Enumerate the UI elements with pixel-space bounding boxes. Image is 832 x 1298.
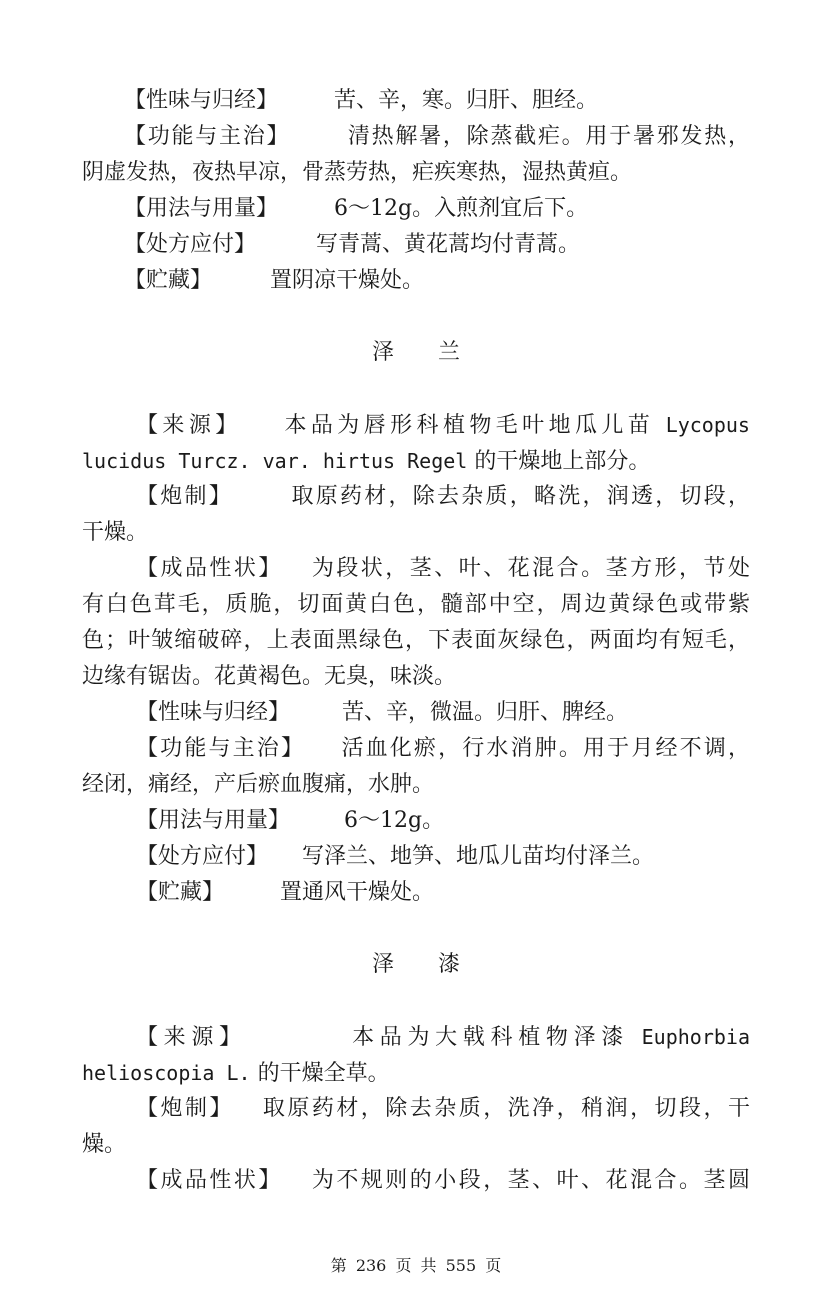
property-row	[124, 194, 750, 224]
field-label: 【炮制】	[136, 1096, 234, 1121]
property-continuation: 燥。	[82, 1132, 127, 1157]
field-text: 取原药材，除去杂质，略洗，润透，切段，	[291, 484, 750, 509]
field-label: 【功能与主治】	[124, 124, 291, 149]
property-continuation: lucidus Turcz. var. hirtus Regel 的干燥地上部分。	[82, 449, 651, 474]
field-text-latin: Euphorbia	[641, 1025, 750, 1049]
property-row	[136, 734, 750, 764]
property-row	[136, 1166, 750, 1196]
field-label: 【处方应付】	[124, 232, 257, 257]
property-row	[136, 806, 750, 836]
field-text: 活血化瘀，行水消肿。用于月经不调，	[341, 736, 750, 761]
page-number: 第 236 页 共 555 页	[330, 1256, 502, 1275]
property-continuation: 干燥。	[82, 520, 149, 545]
field-label: 【成品性状】	[136, 1168, 283, 1193]
property-row	[124, 122, 750, 152]
field-text: 苦、辛，寒。归肝、胆经。	[334, 88, 599, 113]
property-continuation: helioscopia L. 的干燥全草。	[82, 1061, 390, 1086]
field-label: 【用法与用量】	[136, 808, 291, 833]
field-text: 苦、辛，微温。归肝、脾经。	[342, 700, 629, 725]
field-label: 【贮藏】	[124, 268, 213, 293]
field-label: 【来源】	[136, 1025, 247, 1050]
property-row	[136, 410, 750, 441]
property-row	[136, 482, 750, 512]
field-text: 清热解暑，除蒸截疟。用于暑邪发热，	[347, 124, 750, 149]
property-row	[136, 1022, 750, 1053]
field-text: 为段状，茎、叶、花混合。茎方形，节处	[311, 556, 750, 581]
property-row	[136, 554, 750, 584]
entry-title: 泽 漆	[371, 952, 461, 977]
field-text-latin: Lycopus	[665, 413, 750, 437]
field-label: 【成品性状】	[136, 556, 283, 581]
property-continuation: 阴虚发热，夜热早凉，骨蒸劳热，疟疾寒热，湿热黄疸。	[82, 160, 633, 185]
property-continuation: 经闭，痛经，产后瘀血腹痛，水肿。	[82, 772, 435, 797]
property-row	[136, 842, 750, 872]
field-label: 【用法与用量】	[124, 196, 279, 221]
field-label: 【功能与主治】	[136, 736, 306, 761]
field-text: 本品为大戟科植物泽漆	[352, 1025, 629, 1050]
property-row	[124, 266, 750, 296]
field-label: 【性味与归经】	[124, 88, 279, 113]
field-label: 【来源】	[136, 413, 242, 438]
property-row	[124, 230, 750, 260]
field-text: 写青蒿、黄花蒿均付青蒿。	[316, 232, 581, 257]
field-text: 为不规则的小段，茎、叶、花混合。茎圆	[311, 1168, 750, 1193]
field-label: 【性味与归经】	[136, 700, 291, 725]
property-row	[136, 878, 750, 908]
field-text: 6～12g。	[344, 808, 445, 833]
field-text: 本品为唇形科植物毛叶地瓜儿苗	[284, 413, 655, 438]
property-row	[136, 1094, 750, 1124]
property-continuation: 有白色茸毛，质脆，切面黄白色，髓部中空，周边黄绿色或带紫	[82, 592, 750, 617]
field-text: 取原药材，除去杂质，洗净，稍润，切段，干	[262, 1096, 750, 1121]
entry-title: 泽 兰	[371, 340, 461, 365]
property-continuation: 边缘有锯齿。花黄褐色。无臭，味淡。	[82, 664, 457, 689]
field-label: 【贮藏】	[136, 880, 225, 905]
field-label: 【处方应付】	[136, 844, 269, 869]
property-continuation: 色；叶皱缩破碎，上表面黑绿色，下表面灰绿色，两面均有短毛，	[82, 628, 750, 653]
field-label: 【炮制】	[136, 484, 233, 509]
field-text: 6～12g。入煎剂宜后下。	[334, 196, 589, 221]
field-text: 置通风干燥处。	[280, 880, 435, 905]
property-row	[124, 86, 750, 116]
property-row	[136, 698, 750, 728]
field-text: 写泽兰、地笋、地瓜儿苗均付泽兰。	[302, 844, 655, 869]
field-text: 置阴凉干燥处。	[270, 268, 425, 293]
